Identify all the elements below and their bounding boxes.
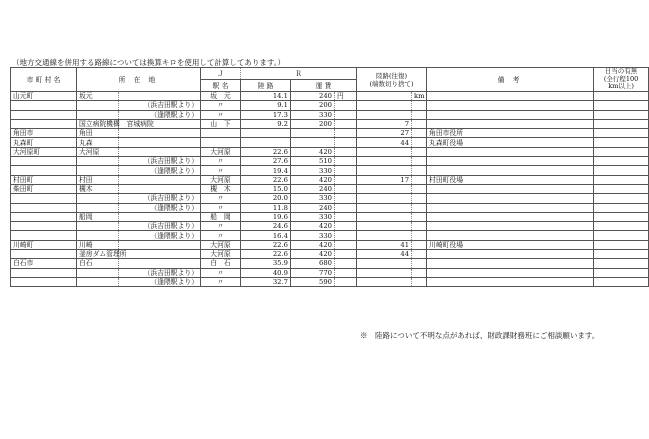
table-row (11, 268, 649, 277)
daytrip-cell (594, 194, 649, 203)
sub-location-cell (119, 129, 201, 138)
sub-location-cell: （浜吉田駅より） (119, 194, 201, 203)
station-cell: 〃 (201, 231, 241, 240)
land-route-cell (357, 166, 412, 175)
remarks-cell (427, 259, 594, 268)
fare-cell: 200 (291, 119, 335, 128)
municipality-cell (11, 101, 77, 110)
location-cell: 釜房ダム管理所 (77, 250, 119, 259)
distance-cell: 9.1 (241, 101, 291, 110)
distance-cell: 16.4 (241, 231, 291, 240)
table-row (11, 147, 649, 156)
fare-unit-cell (335, 157, 357, 166)
remarks-cell (427, 101, 594, 110)
sub-location-cell (119, 92, 201, 101)
location-cell (77, 110, 119, 119)
sub-location-cell (119, 212, 201, 221)
sub-location-cell: （逢隈駅より） (119, 110, 201, 119)
sub-location-cell: （浜吉田駅より） (119, 157, 201, 166)
municipality-cell (11, 203, 77, 212)
table-row (11, 240, 649, 249)
remarks-cell (427, 203, 594, 212)
station-cell: 〃 (201, 222, 241, 231)
municipality-cell: 大河原町 (11, 147, 77, 156)
daytrip-cell (594, 268, 649, 277)
land-unit-cell (412, 147, 427, 156)
municipality-cell: 柴田町 (11, 184, 77, 193)
fare-cell: 330 (291, 212, 335, 221)
land-route-cell: 41 (357, 240, 412, 249)
header-remarks: 備 考 (427, 68, 594, 92)
daytrip-cell (594, 129, 649, 138)
table-row (11, 277, 649, 286)
distance-cell: 40.9 (241, 268, 291, 277)
distance-cell: 17.3 (241, 110, 291, 119)
fare-unit-cell (335, 119, 357, 128)
header-land-route (357, 68, 427, 92)
daytrip-cell (594, 212, 649, 221)
daytrip-cell (594, 250, 649, 259)
fare-unit-cell (335, 203, 357, 212)
daytrip-cell (594, 147, 649, 156)
fare-cell: 420 (291, 175, 335, 184)
location-cell: 船岡 (77, 212, 119, 221)
land-route-cell: 44 (357, 250, 412, 259)
station-cell (201, 138, 241, 147)
distance-cell: 22.6 (241, 147, 291, 156)
location-cell: 角田 (77, 129, 119, 138)
remarks-cell (427, 231, 594, 240)
station-cell: 〃 (201, 110, 241, 119)
station-cell: 白 石 (201, 259, 241, 268)
land-unit-cell (412, 138, 427, 147)
fare-unit-cell (335, 250, 357, 259)
daytrip-cell (594, 203, 649, 212)
fare-unit-cell (335, 277, 357, 286)
land-route-cell (357, 110, 412, 119)
land-unit-cell (412, 222, 427, 231)
footnote: ※ 陸路について不明な点があれば、財政課財務班にご相談願います。 (360, 331, 600, 340)
fare-unit-cell (335, 222, 357, 231)
location-cell: 丸森 (77, 138, 119, 147)
remarks-cell (427, 110, 594, 119)
remarks-cell (427, 166, 594, 175)
land-unit-cell: km (412, 92, 427, 101)
table-row (11, 92, 649, 101)
sub-location-cell: （逢隈駅より） (119, 231, 201, 240)
daytrip-cell (594, 175, 649, 184)
remarks-cell (427, 222, 594, 231)
remarks-cell (427, 194, 594, 203)
distance-cell: 22.6 (241, 240, 291, 249)
station-cell: 大河原 (201, 250, 241, 259)
sub-location-cell: （逢隈駅より） (119, 277, 201, 286)
land-unit-cell (412, 119, 427, 128)
station-cell: 〃 (201, 268, 241, 277)
fare-cell: 680 (291, 259, 335, 268)
station-cell: 大河原 (201, 240, 241, 249)
station-cell: 〃 (201, 157, 241, 166)
municipality-cell (11, 212, 77, 221)
fare-cell: 240 (291, 92, 335, 101)
remarks-cell: 丸森町役場 (427, 138, 594, 147)
daytrip-cell (594, 166, 649, 175)
location-cell (77, 268, 119, 277)
header-land-route-label: 陸路(往復) (376, 71, 408, 80)
sub-location-cell: （浜吉田駅より） (119, 222, 201, 231)
station-cell: 槻 木 (201, 184, 241, 193)
table-row (11, 212, 649, 221)
land-unit-cell (412, 250, 427, 259)
fare-unit-cell (335, 194, 357, 203)
land-route-cell (357, 101, 412, 110)
remarks-cell (427, 277, 594, 286)
sub-location-cell: （浜吉田駅より） (119, 268, 201, 277)
remarks-cell: 川崎町役場 (427, 240, 594, 249)
station-cell: 大河原 (201, 175, 241, 184)
fare-cell: 590 (291, 277, 335, 286)
fare-unit-cell (335, 166, 357, 175)
remarks-cell (427, 147, 594, 156)
municipality-cell (11, 250, 77, 259)
station-cell: 〃 (201, 203, 241, 212)
remarks-cell (427, 92, 594, 101)
daytrip-cell (594, 119, 649, 128)
fare-unit-cell (335, 231, 357, 240)
distance-cell: 35.9 (241, 259, 291, 268)
location-cell (77, 157, 119, 166)
remarks-cell: 村田町役場 (427, 175, 594, 184)
fare-cell: 420 (291, 147, 335, 156)
distance-cell: 27.6 (241, 157, 291, 166)
location-cell (77, 101, 119, 110)
remarks-cell (427, 119, 594, 128)
table-row (11, 110, 649, 119)
remarks-cell (427, 212, 594, 221)
sub-location-cell (119, 184, 201, 193)
fare-unit-cell (335, 138, 357, 147)
table-row (11, 222, 649, 231)
distance-cell: 22.6 (241, 250, 291, 259)
daytrip-cell (594, 184, 649, 193)
distance-cell: 22.6 (241, 175, 291, 184)
land-unit-cell (412, 184, 427, 193)
fare-unit-cell (335, 259, 357, 268)
fare-unit-cell (335, 184, 357, 193)
station-cell: 大河原 (201, 147, 241, 156)
fare-cell: 770 (291, 268, 335, 277)
sub-location-cell (119, 138, 201, 147)
sub-location-cell: （逢隈駅より） (119, 166, 201, 175)
station-cell: 坂 元 (201, 92, 241, 101)
land-route-cell (357, 259, 412, 268)
daytrip-cell (594, 101, 649, 110)
header-jr-r: Ｒ (241, 68, 357, 80)
daytrip-cell (594, 110, 649, 119)
land-route-cell: 7 (357, 119, 412, 128)
location-cell: 川崎 (77, 240, 119, 249)
land-route-cell (357, 222, 412, 231)
distance-cell: 14.1 (241, 92, 291, 101)
sub-location-cell (119, 147, 201, 156)
table-row (11, 166, 649, 175)
distance-cell: 11.8 (241, 203, 291, 212)
fare-unit-cell: 円 (335, 92, 357, 101)
municipality-cell (11, 194, 77, 203)
land-route-cell (357, 268, 412, 277)
distance-cell: 9.2 (241, 119, 291, 128)
station-cell: 〃 (201, 277, 241, 286)
municipality-cell: 村田町 (11, 175, 77, 184)
land-route-cell: 44 (357, 138, 412, 147)
land-route-cell (357, 194, 412, 203)
table-row (11, 259, 649, 268)
header-location: 所 在 地 (77, 68, 201, 92)
land-unit-cell (412, 110, 427, 119)
land-route-cell (357, 203, 412, 212)
station-cell: 〃 (201, 101, 241, 110)
table-row (11, 175, 649, 184)
header-daytrip-sub1: (全行程100 (603, 74, 639, 83)
land-unit-cell (412, 268, 427, 277)
station-cell (201, 129, 241, 138)
location-cell (77, 194, 119, 203)
fare-unit-cell (335, 110, 357, 119)
table-row (11, 138, 649, 147)
remarks-cell (427, 184, 594, 193)
header-daytrip-label: 日当の有無 (604, 67, 638, 76)
fare-cell: 330 (291, 231, 335, 240)
land-unit-cell (412, 277, 427, 286)
table-row (11, 250, 649, 259)
location-cell: 白石 (77, 259, 119, 268)
header-land-route-sub: (端数切り捨て) (369, 79, 414, 88)
distance-cell: 20.0 (241, 194, 291, 203)
location-cell: 国立病院機構 宮城病院 (77, 119, 119, 128)
fare-unit-cell (335, 240, 357, 249)
table-note: （地方交通線を併用する路線については換算キロを使用して計算してあります。） (12, 58, 285, 67)
location-cell: 坂元 (77, 92, 119, 101)
location-cell: 村田 (77, 175, 119, 184)
remarks-cell (427, 157, 594, 166)
land-unit-cell (412, 101, 427, 110)
land-route-cell (357, 212, 412, 221)
land-unit-cell (412, 212, 427, 221)
table-row (11, 194, 649, 203)
daytrip-cell (594, 259, 649, 268)
fare-cell: 330 (291, 110, 335, 119)
sub-location-cell (119, 175, 201, 184)
municipality-cell (11, 157, 77, 166)
fare-unit-cell (335, 212, 357, 221)
location-cell (77, 203, 119, 212)
table-row (11, 203, 649, 212)
table-row (11, 231, 649, 240)
fare-cell: 330 (291, 194, 335, 203)
daytrip-cell (594, 157, 649, 166)
station-cell: 山 下 (201, 119, 241, 128)
header-municipality: 市 町 村 名 (11, 68, 77, 92)
daytrip-cell (594, 231, 649, 240)
distance-cell: 19.4 (241, 166, 291, 175)
municipality-cell (11, 119, 77, 128)
municipality-cell: 白石市 (11, 259, 77, 268)
header-daytrip (594, 68, 649, 92)
fare-cell: 330 (291, 166, 335, 175)
municipality-cell (11, 110, 77, 119)
remarks-cell (427, 268, 594, 277)
fare-unit-cell (335, 101, 357, 110)
land-route-cell (357, 231, 412, 240)
municipality-cell (11, 222, 77, 231)
fare-cell: 510 (291, 157, 335, 166)
table-row (11, 129, 649, 138)
distance-cell (241, 129, 291, 138)
sub-location-cell (119, 240, 201, 249)
daytrip-cell (594, 92, 649, 101)
table-row (11, 184, 649, 193)
fare-cell: 420 (291, 222, 335, 231)
land-route-cell (357, 184, 412, 193)
header-fare: 運 賃 (291, 80, 357, 92)
sub-location-cell: （逢隈駅より） (119, 203, 201, 212)
daytrip-cell (594, 222, 649, 231)
municipality-cell: 角田市 (11, 129, 77, 138)
land-unit-cell (412, 194, 427, 203)
municipality-cell (11, 277, 77, 286)
sub-location-cell (119, 250, 201, 259)
distance-cell: 32.7 (241, 277, 291, 286)
land-unit-cell (412, 175, 427, 184)
header-distance: 陸 路 (241, 80, 291, 92)
daytrip-cell (594, 277, 649, 286)
daytrip-cell (594, 138, 649, 147)
sub-location-cell (119, 259, 201, 268)
fare-unit-cell (335, 175, 357, 184)
station-cell: 〃 (201, 166, 241, 175)
fare-unit-cell (335, 268, 357, 277)
fare-cell: 200 (291, 101, 335, 110)
land-route-cell (357, 157, 412, 166)
location-cell: 大河原 (77, 147, 119, 156)
land-unit-cell (412, 231, 427, 240)
station-cell: 船 岡 (201, 212, 241, 221)
municipality-cell (11, 268, 77, 277)
distance-cell: 19.6 (241, 212, 291, 221)
remarks-cell (427, 250, 594, 259)
land-unit-cell (412, 157, 427, 166)
distance-cell (241, 138, 291, 147)
fare-unit-cell (335, 147, 357, 156)
fare-unit-cell (335, 129, 357, 138)
travel-cost-table (10, 67, 649, 287)
header-jr-j: Ｊ (201, 68, 241, 80)
fare-cell (291, 129, 335, 138)
land-route-cell: 27 (357, 129, 412, 138)
header-station: 駅 名 (201, 80, 241, 92)
municipality-cell (11, 166, 77, 175)
header-daytrip-sub2: km以上) (608, 82, 634, 91)
land-route-cell (357, 147, 412, 156)
land-unit-cell (412, 203, 427, 212)
land-route-cell (357, 277, 412, 286)
land-route-cell: 17 (357, 175, 412, 184)
municipality-cell (11, 231, 77, 240)
location-cell: 槻木 (77, 184, 119, 193)
fare-cell (291, 138, 335, 147)
fare-cell: 420 (291, 240, 335, 249)
table-row (11, 119, 649, 128)
land-unit-cell (412, 166, 427, 175)
land-route-cell (357, 92, 412, 101)
remarks-cell: 角田市役所 (427, 129, 594, 138)
location-cell (77, 277, 119, 286)
fare-cell: 240 (291, 203, 335, 212)
location-cell (77, 166, 119, 175)
land-unit-cell (412, 129, 427, 138)
municipality-cell: 山元町 (11, 92, 77, 101)
fare-cell: 240 (291, 184, 335, 193)
fare-cell: 420 (291, 250, 335, 259)
municipality-cell: 丸森町 (11, 138, 77, 147)
location-cell (77, 222, 119, 231)
land-unit-cell (412, 259, 427, 268)
distance-cell: 15.0 (241, 184, 291, 193)
location-cell (77, 231, 119, 240)
municipality-cell: 川崎町 (11, 240, 77, 249)
distance-cell: 24.6 (241, 222, 291, 231)
sub-location-cell: （浜吉田駅より） (119, 101, 201, 110)
land-unit-cell (412, 240, 427, 249)
daytrip-cell (594, 240, 649, 249)
station-cell: 〃 (201, 194, 241, 203)
table-row (11, 157, 649, 166)
table-row (11, 101, 649, 110)
